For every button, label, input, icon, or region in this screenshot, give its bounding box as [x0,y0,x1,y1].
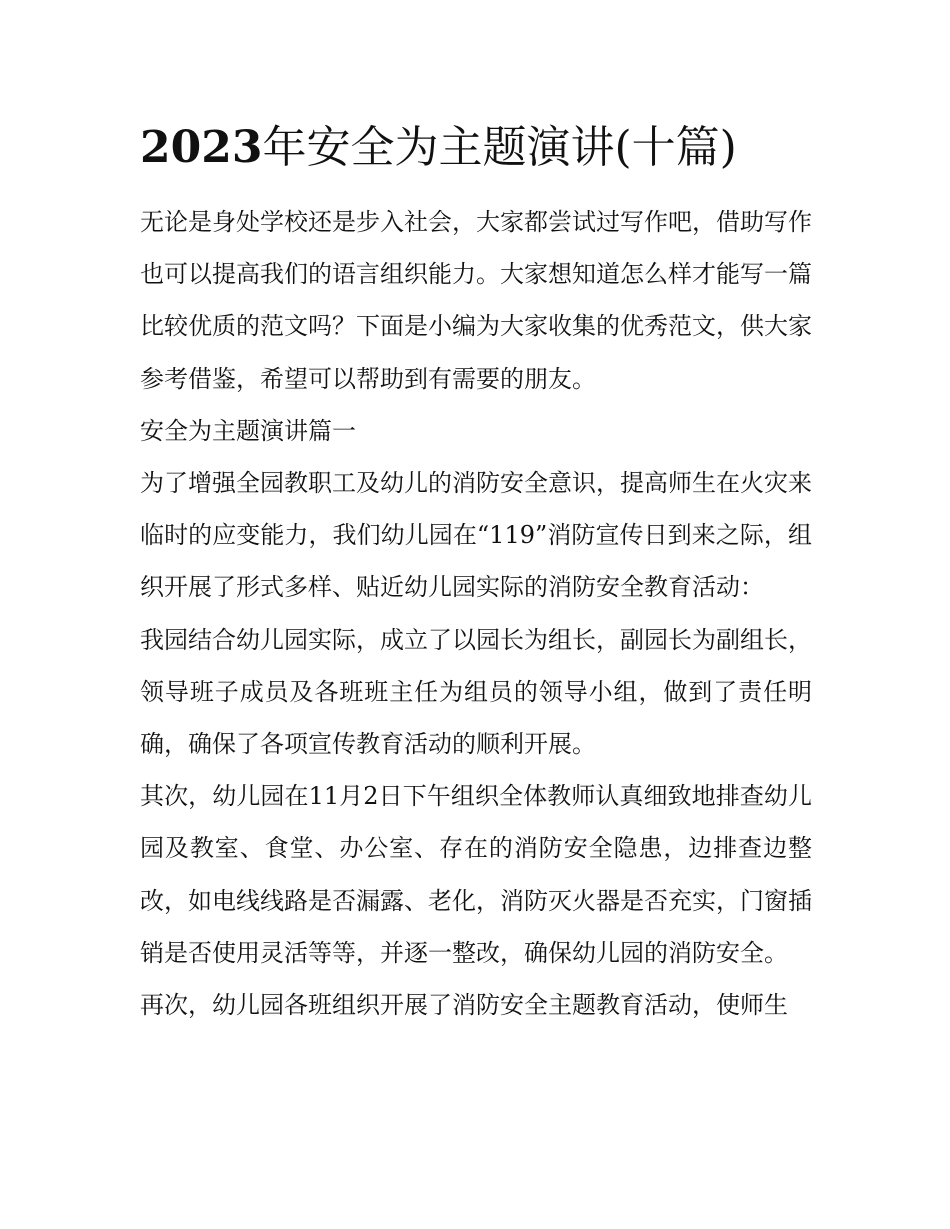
intro-paragraph: 无论是身处学校还是步入社会，大家都尝试过写作吧，借助写作也可以提高我们的语言组织能力。大家想知道怎么样才能写一篇比较优质的范文吗？下面是小编为大家收集的优秀范文，供大家参考借鉴，希望可以帮助到有需要的朋友。 [140,208,812,393]
body-paragraph: 为了增强全园教职工及幼儿的消防安全意识，提高师生在火灾来临时的应变能力，我们幼儿园在“119”消防宣传日到来之际，组织开展了形式多样、贴近幼儿园实际的消防安全教育活动： [140,469,812,602]
title-year: 2023 [140,122,263,173]
body-paragraph: 其次，幼儿园在11月2日下午组织全体教师认真细致地排查幼儿园及教室、食堂、办公室、存在的消防安全隐患，边排查边整改，如电线线路是否漏露、老化，消防灭火器是否充实，门窗插销是否使用灵活等等，并逐一整改，确保幼儿园的消防安全。 [140,782,812,967]
section-heading: 安全为主题演讲篇一 [140,416,356,445]
body-paragraph: 我园结合幼儿园实际，成立了以园长为组长，副园长为副组长，领导班子成员及各班班主任为组员的领导小组，做到了责任明确，确保了各项宣传教育活动的顺利开展。 [140,625,812,759]
document-body [140,196,812,1031]
body-paragraph: 再次，幼儿园各班组织开展了消防安全主题教育活动，使师生 [140,991,788,1020]
title-text: 年安全为主题演讲(十篇) [262,122,737,173]
document-title [140,118,840,178]
